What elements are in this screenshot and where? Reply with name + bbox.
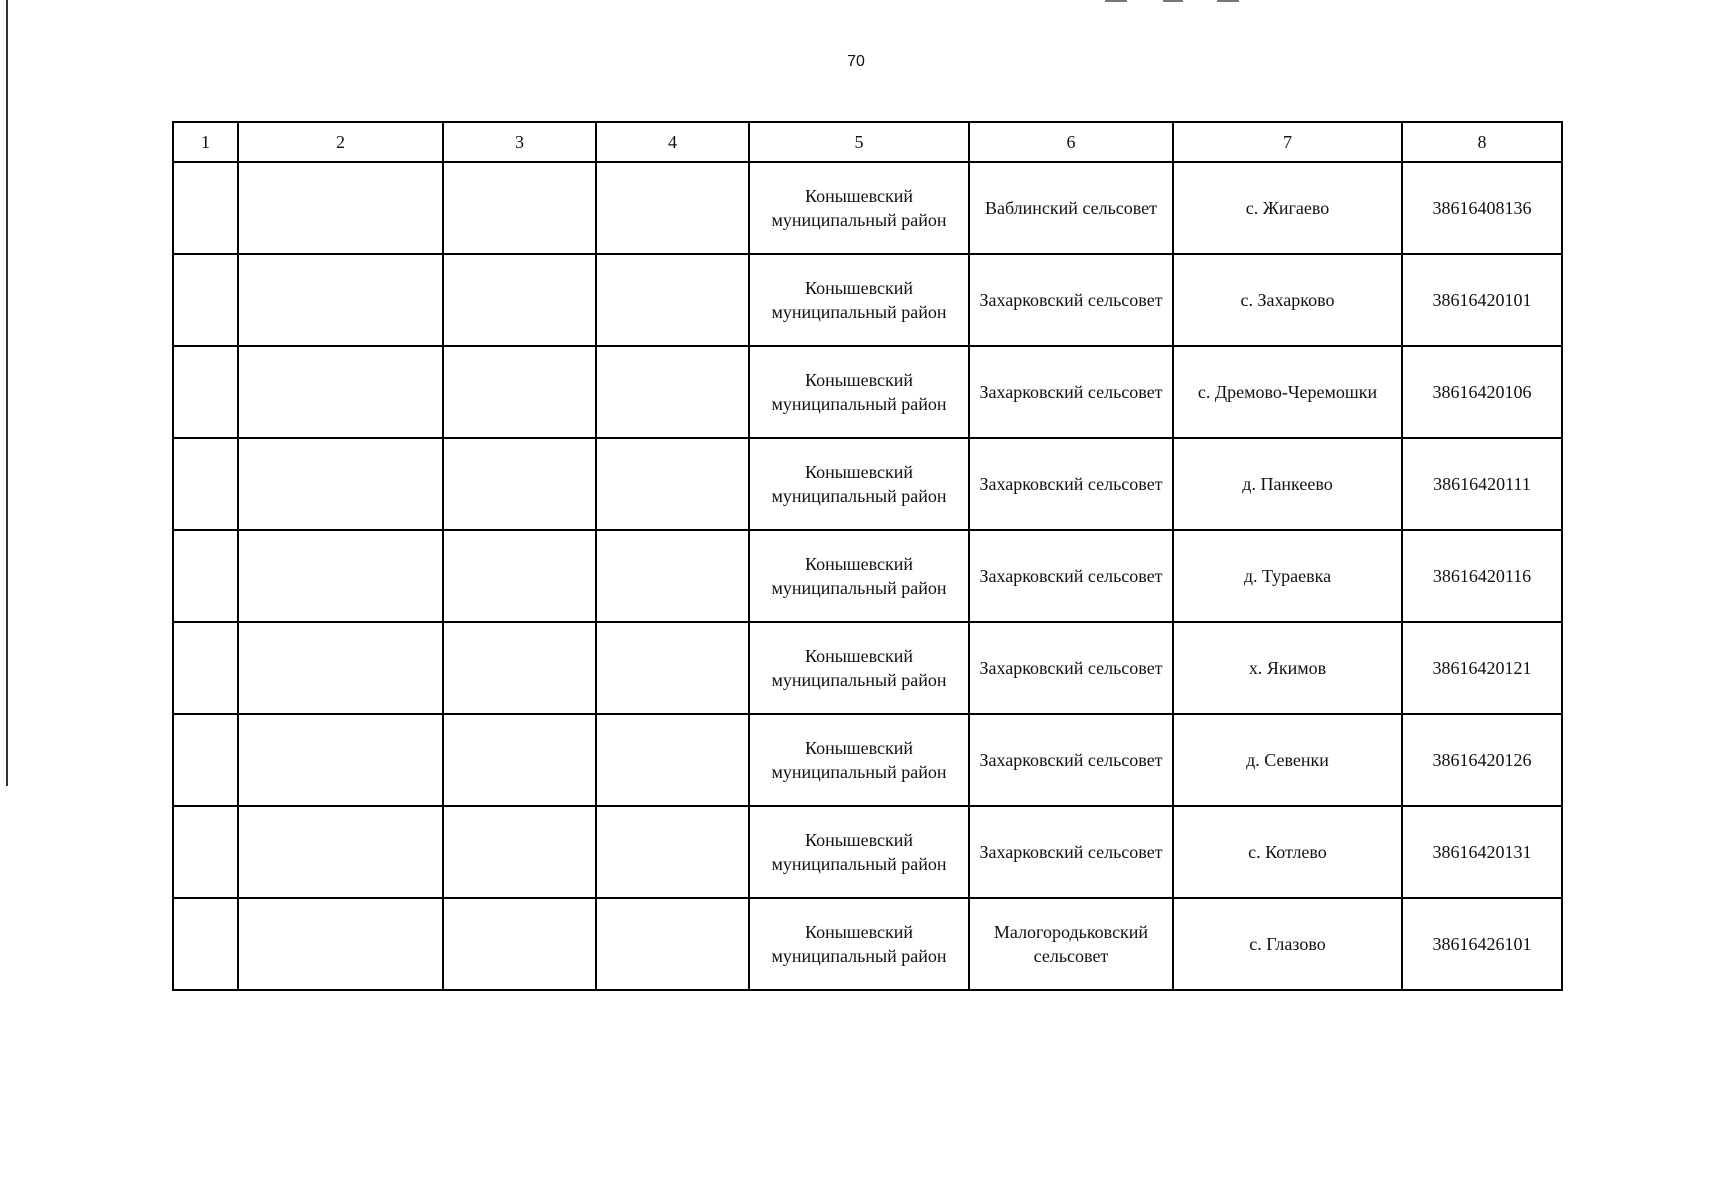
settlement-text: с. Глазово (1249, 934, 1326, 954)
cell-col-1 (173, 438, 238, 530)
cell-col-2 (238, 622, 443, 714)
cell-district (749, 438, 969, 530)
cell-settlement (1173, 898, 1402, 990)
cell-col-1 (173, 530, 238, 622)
cell-settlement (1173, 162, 1402, 254)
cell-col-4 (596, 898, 749, 990)
cell-col-2 (238, 254, 443, 346)
cell-settlement (1173, 438, 1402, 530)
cell-col-4 (596, 438, 749, 530)
council-text: Захарковский сельсовет (979, 750, 1163, 770)
cell-col-2 (238, 530, 443, 622)
settlement-text: д. Панкеево (1242, 474, 1333, 494)
table-row (173, 622, 1562, 714)
cell-col-4 (596, 806, 749, 898)
cell-code (1402, 622, 1562, 714)
cell-council (969, 438, 1173, 530)
cell-col-4 (596, 714, 749, 806)
cell-settlement (1173, 254, 1402, 346)
cell-col-2 (238, 162, 443, 254)
cell-district (749, 254, 969, 346)
cell-col-3 (443, 898, 596, 990)
table-row (173, 806, 1562, 898)
cell-code (1402, 714, 1562, 806)
cell-settlement (1173, 714, 1402, 806)
code-text: 38616420116 (1432, 566, 1532, 586)
cell-col-1 (173, 622, 238, 714)
cell-council (969, 346, 1173, 438)
cell-district (749, 806, 969, 898)
council-text: Ваблинский сельсовет (984, 198, 1158, 218)
cell-col-4 (596, 162, 749, 254)
cell-col-4 (596, 346, 749, 438)
settlement-text: х. Якимов (1248, 658, 1327, 678)
settlement-text: д. Севенки (1246, 750, 1329, 770)
table-row (173, 438, 1562, 530)
cell-code (1402, 162, 1562, 254)
settlement-text: д. Тураевка (1243, 566, 1332, 586)
cell-council (969, 714, 1173, 806)
district-text: Конышевский муниципальный район (771, 830, 947, 874)
cell-code (1402, 806, 1562, 898)
cell-col-3 (443, 622, 596, 714)
cell-settlement (1173, 806, 1402, 898)
column-header-7: 7 (1173, 122, 1402, 162)
cell-code (1402, 346, 1562, 438)
column-header-5: 5 (749, 122, 969, 162)
code-text: 38616420111 (1433, 474, 1531, 494)
column-header-6: 6 (969, 122, 1173, 162)
column-header-3: 3 (443, 122, 596, 162)
council-text: Захарковский сельсовет (979, 658, 1163, 678)
cell-settlement (1173, 346, 1402, 438)
cell-council (969, 622, 1173, 714)
code-text: 38616420126 (1432, 750, 1532, 770)
cell-col-1 (173, 162, 238, 254)
cell-col-4 (596, 254, 749, 346)
column-header-2: 2 (238, 122, 443, 162)
settlement-text: с. Захарково (1240, 290, 1335, 310)
district-text: Конышевский муниципальный район (771, 186, 947, 230)
cell-col-3 (443, 254, 596, 346)
table-row (173, 530, 1562, 622)
cell-col-1 (173, 806, 238, 898)
settlement-text: с. Дремово-Черемошки (1197, 382, 1378, 402)
cell-council (969, 530, 1173, 622)
page-number: 70 (847, 53, 865, 70)
cell-council (969, 254, 1173, 346)
cell-council (969, 806, 1173, 898)
council-text: Захарковский сельсовет (979, 290, 1163, 310)
council-text: Захарковский сельсовет (979, 566, 1163, 586)
table-row (173, 254, 1562, 346)
cell-col-1 (173, 714, 238, 806)
cell-council (969, 162, 1173, 254)
cell-settlement (1173, 530, 1402, 622)
council-text: Захарковский сельсовет (979, 842, 1163, 862)
cell-col-2 (238, 346, 443, 438)
cell-district (749, 530, 969, 622)
cell-code (1402, 254, 1562, 346)
code-text: 38616420131 (1432, 842, 1532, 862)
cell-district (749, 714, 969, 806)
settlement-text: с. Жигаево (1245, 198, 1330, 218)
cell-col-3 (443, 438, 596, 530)
scan-edge-line (6, 0, 8, 786)
district-text: Конышевский муниципальный район (771, 922, 947, 966)
cell-col-3 (443, 714, 596, 806)
table-row (173, 162, 1562, 254)
cell-col-3 (443, 806, 596, 898)
code-text: 38616426101 (1432, 934, 1532, 954)
code-text: 38616420106 (1432, 382, 1532, 402)
council-text: Малогородьковский сельсовет (993, 922, 1149, 966)
cell-district (749, 346, 969, 438)
council-text: Захарковский сельсовет (979, 474, 1163, 494)
district-text: Конышевский муниципальный район (771, 554, 947, 598)
cell-code (1402, 438, 1562, 530)
cell-col-3 (443, 346, 596, 438)
council-text: Захарковский сельсовет (979, 382, 1163, 402)
column-header-4: 4 (596, 122, 749, 162)
table-row (173, 346, 1562, 438)
district-text: Конышевский муниципальный район (771, 278, 947, 322)
district-text: Конышевский муниципальный район (771, 462, 947, 506)
code-text: 38616408136 (1432, 198, 1532, 218)
header-row (173, 122, 1562, 162)
cell-col-2 (238, 806, 443, 898)
cell-col-4 (596, 622, 749, 714)
column-header-8: 8 (1402, 122, 1562, 162)
cell-col-2 (238, 714, 443, 806)
cell-council (969, 898, 1173, 990)
settlement-text: с. Котлево (1248, 842, 1327, 862)
district-text: Конышевский муниципальный район (771, 646, 947, 690)
cell-settlement (1173, 622, 1402, 714)
cell-col-4 (596, 530, 749, 622)
cell-col-2 (238, 898, 443, 990)
cell-col-3 (443, 162, 596, 254)
cell-district (749, 162, 969, 254)
code-text: 38616420101 (1432, 290, 1532, 310)
cell-col-1 (173, 898, 238, 990)
column-header-1: 1 (173, 122, 238, 162)
district-text: Конышевский муниципальный район (771, 738, 947, 782)
cell-col-3 (443, 530, 596, 622)
table-row (173, 898, 1562, 990)
cell-col-1 (173, 254, 238, 346)
cell-district (749, 622, 969, 714)
code-text: 38616420121 (1432, 658, 1532, 678)
district-text: Конышевский муниципальный район (771, 370, 947, 414)
cell-code (1402, 530, 1562, 622)
scan-top-marks (1105, 0, 1285, 4)
cell-district (749, 898, 969, 990)
data-table (172, 121, 1563, 991)
cell-col-2 (238, 438, 443, 530)
table-row (173, 714, 1562, 806)
cell-code (1402, 898, 1562, 990)
cell-col-1 (173, 346, 238, 438)
